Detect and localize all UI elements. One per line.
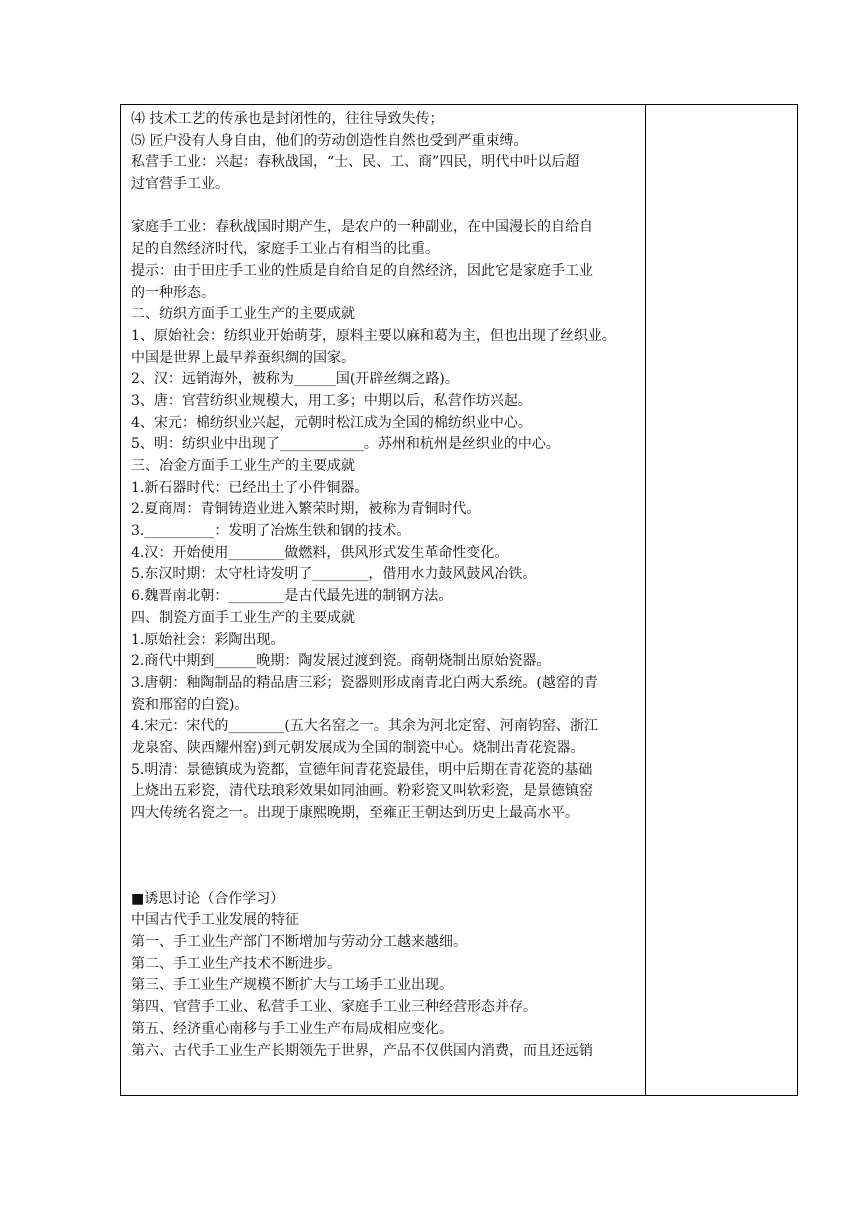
main-cell: [131, 109, 643, 1062]
text-line: 第一、手工业生产部门不断增加与劳动分工越来越细。: [131, 934, 467, 951]
text-block-achievements: [131, 217, 643, 824]
text-line: 中国古代手工业发展的特征: [131, 912, 299, 929]
text-line: 第四、官营手工业、私营手工业、家庭手工业三种经营形态并存。: [131, 999, 537, 1016]
text-line: 中国是世界上最早养蚕织绸的国家。: [131, 349, 355, 366]
text-line: ■诱思讨论（合作学习）: [131, 890, 285, 907]
text-line: 1、原始社会：纺织业开始萌芽，原料主要以麻和葛为主，但也出现了丝织业。: [131, 327, 616, 344]
text-line: 三、冶金方面手工业生产的主要成就: [131, 458, 355, 474]
text-line: 3、唐：官营纺织业规模大，用工多；中期以后，私营作坊兴起。: [131, 392, 532, 409]
text-line: 5、明：纺织业中出现了____________。苏州和杭州是丝织业的中心。: [131, 436, 560, 453]
text-block-discussion: [131, 889, 643, 1063]
text-line: 第二、手工业生产技术不断进步。: [131, 955, 341, 972]
text-line: 上烧出五彩瓷，清代珐琅彩效果如同油画。粉彩瓷又叫软彩瓷，是景德镇窑: [131, 783, 593, 800]
text-line: 瓷和邢窑的白瓷)。: [131, 696, 249, 713]
text-line: 2.商代中期到______晚期：陶发展过渡到瓷。商朝烧制出原始瓷器。: [131, 653, 551, 670]
text-line: 提示：由于田庄手工业的性质是自给自足的自然经济，因此它是家庭手工业: [131, 262, 593, 279]
text-line: 4、宋元：棉纺织业兴起，元朝时松江成为全国的棉纺织业中心。: [131, 414, 532, 431]
text-line: 1.原始社会：彩陶出现。: [131, 631, 285, 648]
text-line: 过官营手工业。: [131, 176, 229, 193]
text-line: ⑷ 技术工艺的传承也是封闭性的，往往导致失传；: [131, 111, 444, 127]
blank-line: [131, 196, 643, 218]
text-line: 足的自然经济时代，家庭手工业占有相当的比重。: [131, 241, 439, 258]
text-line: 第三、手工业生产规模不断扩大与工场手工业出现。: [131, 977, 453, 994]
text-line: 龙泉窑、陕西耀州窑)到元朝发展成为全国的制瓷中心。烧制出青花瓷器。: [131, 739, 585, 756]
text-line: 的一种形态。: [131, 284, 215, 301]
text-line: 2.夏商周：青铜铸造业进入繁荣时期，被称为青铜时代。: [131, 501, 481, 518]
text-line: 家庭手工业：春秋战国时期产生，是农户的一种副业，在中国漫长的自给自: [131, 219, 593, 236]
text-line: 3.__________：发明了冶炼生铁和钢的技术。: [131, 523, 411, 540]
text-line: 第六、古代手工业生产长期领先于世界，产品不仅供国内消费，而且还远销: [131, 1042, 593, 1059]
text-line: 四大传统名瓷之一。出现于康熙晚期，至雍正王朝达到历史上最高水平。: [131, 805, 579, 821]
content-table: [120, 104, 798, 1096]
column-divider: [645, 105, 646, 1095]
blank-space: [131, 825, 643, 889]
text-line: 四、制瓷方面手工业生产的主要成就: [131, 609, 355, 626]
text-line: 6.魏晋南北朝：________是古代最先进的制钢方法。: [131, 588, 453, 605]
text-line: 5.明清：景德镇成为瓷都，宣德年间青花瓷最佳，明中后期在青花瓷的基础: [131, 761, 593, 778]
text-line: 2、汉：远销海外，被称为______国(开辟丝绸之路)。: [131, 371, 459, 388]
text-line: ⑸ 匠户没有人身自由，他们的劳动创造性自然也受到严重束缚。: [131, 132, 528, 149]
text-line: 5.东汉时期：太守杜诗发明了________，借用水力鼓风鼓风冶铁。: [131, 566, 537, 583]
text-line: 3.唐朝：釉陶制品的精品唐三彩；瓷器则形成南青北白两大系统。(越窑的青: [131, 674, 598, 691]
text-line: 私营手工业：兴起：春秋战国，“士、民、工、商”四民，明代中叶以后超: [131, 154, 580, 171]
text-line: 4.宋元：宋代的________(五大名窑之一。其余为河北定窑、河南钧窑、浙江: [131, 718, 598, 735]
text-line: 二、纺织方面手工业生产的主要成就: [131, 306, 355, 323]
text-line: 4.汉：开始使用________做燃料，供风形式发生革命性变化。: [131, 544, 509, 561]
text-block-handicraft-types: [131, 109, 643, 196]
text-line: 1.新石器时代：已经出土了小件铜器。: [131, 479, 369, 496]
text-line: 第五、经济重心南移与手工业生产布局成相应变化。: [131, 1020, 453, 1037]
